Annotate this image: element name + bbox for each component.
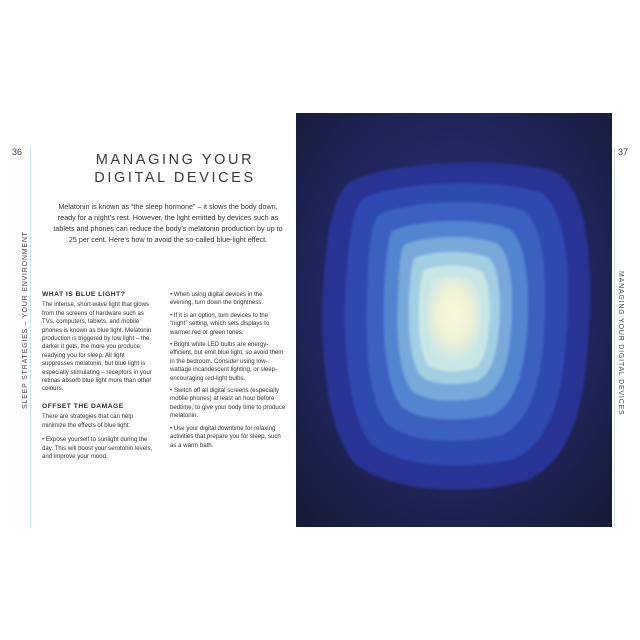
glow-core <box>427 277 481 360</box>
column-right <box>170 291 286 454</box>
page-number-left: 36 <box>12 147 23 157</box>
bullet-item: • Switch off all digital screens (especially mobile phones) at least an hour before bedtime, to give your body time to produce melatonin. <box>170 387 286 420</box>
page-title <box>62 151 288 187</box>
bullet-item: • Expose yourself to sunlight during the day. This will boost your serotonin levels, and improve your mood. <box>42 436 153 460</box>
bullet-item: • Use your digital downtime for relaxing activities that prepare you for sleep, such as a warm bath. <box>170 424 281 449</box>
page-number-right: 37 <box>618 147 629 157</box>
intro-paragraph: Melatonin is known as “the sleep hormone” – it slows the body down, ready for a night’s rest. However, the light emitted by devices such as tablets and phones can reduce the body’s melatonin production by up to 25 per cent. Here’s how to avoid the so-called blue-light effect. <box>53 202 283 244</box>
title-line-1: MANAGING YOUR <box>95 152 255 168</box>
bullet-item: • Bright white LED bulbs are energy-efficient, but emit blue light, so avoid them in the bedroom. Consider using low-wattage incandescent lighting, or sleep-encouraging red-light bulbs. <box>170 341 284 382</box>
blue-light-illustration <box>296 113 612 527</box>
section-heading-blue-light: WHAT IS BLUE LIGHT? <box>42 291 126 298</box>
section-text-blue-light: The intense, short-wave light that glows from the screens of hardware such as TVs, computers, tablets, and mobile phones is known as blue light. Melatonin production is triggered by low light – the darker it gets, the more you produce, readying you for sleep. All light suppresses melatonin, but blue light is especially stimulating – receptors in your retinas absorb blue light more than other colours. <box>42 301 152 393</box>
section-text-offset: There are strategies that can help minimize the effects of blue light: <box>42 413 134 429</box>
left-margin-rule <box>30 148 31 528</box>
book-spread <box>0 113 640 527</box>
section-heading-offset: OFFSET THE DAMAGE <box>42 402 124 410</box>
bullet-item: • If it is an option, turn devices to the “night” setting, which sets displays to warmer red or green tones. <box>170 311 270 336</box>
title-line-2: DIGITAL DEVICES <box>94 170 256 186</box>
running-head-right: MANAGING YOUR DIGITAL DEVICES <box>617 271 624 416</box>
column-left <box>42 291 157 465</box>
left-page <box>0 113 296 527</box>
bullet-item: • When using digital devices in the evening, turn down the brightness. <box>170 291 264 307</box>
running-head-left: SLEEP STRATEGIES – YOUR ENVIRONMENT <box>22 231 29 409</box>
right-margin-rule <box>614 148 615 528</box>
